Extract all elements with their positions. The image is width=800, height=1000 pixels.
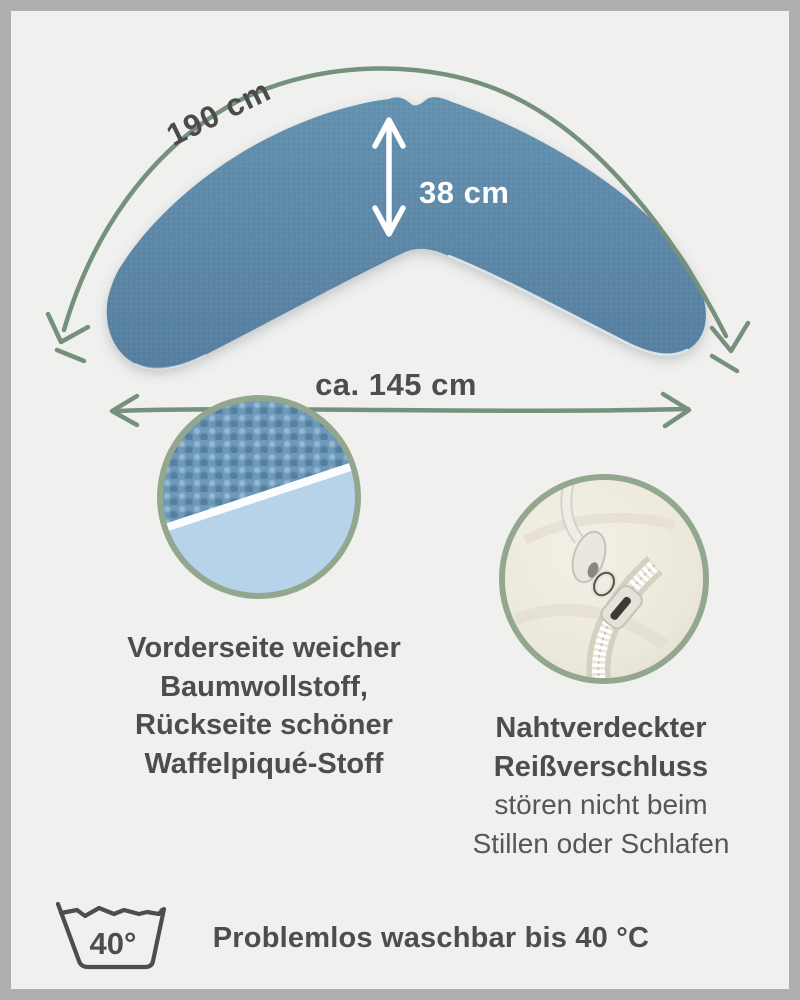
wash-instruction-text: Problemlos waschbar bis 40 °C xyxy=(212,922,650,954)
fabric-feature-line: Rückseite schöner xyxy=(135,709,393,741)
fabric-feature-line: Waffelpiqué-Stoff xyxy=(144,747,384,780)
fabric-feature-text xyxy=(89,629,439,783)
fabric-detail-photo xyxy=(157,395,361,599)
length-label: 190 cm xyxy=(161,72,277,153)
zipper-feature-line-bold: Reißverschluss xyxy=(493,750,709,783)
zipper-detail-photo xyxy=(499,474,709,684)
zipper-illustration xyxy=(505,480,703,678)
zipper-feature-line: Stillen oder Schlafen xyxy=(472,827,730,859)
wash-temperature-label: 40° xyxy=(89,926,137,961)
fabric-feature-line: Baumwollstoff, xyxy=(160,670,368,703)
width-label: ca. 145 cm xyxy=(315,367,477,402)
zipper-feature-text xyxy=(426,709,776,863)
zipper-feature-line: stören nicht beim xyxy=(494,789,708,820)
smooth-cotton-swatch xyxy=(157,434,361,599)
height-label: 38 cm xyxy=(419,175,510,210)
zipper-feature-line-bold: Nahtverdeckter xyxy=(495,712,707,744)
fabric-feature-line: Vorderseite weicher xyxy=(127,632,401,664)
wash-tub-icon xyxy=(53,897,169,977)
